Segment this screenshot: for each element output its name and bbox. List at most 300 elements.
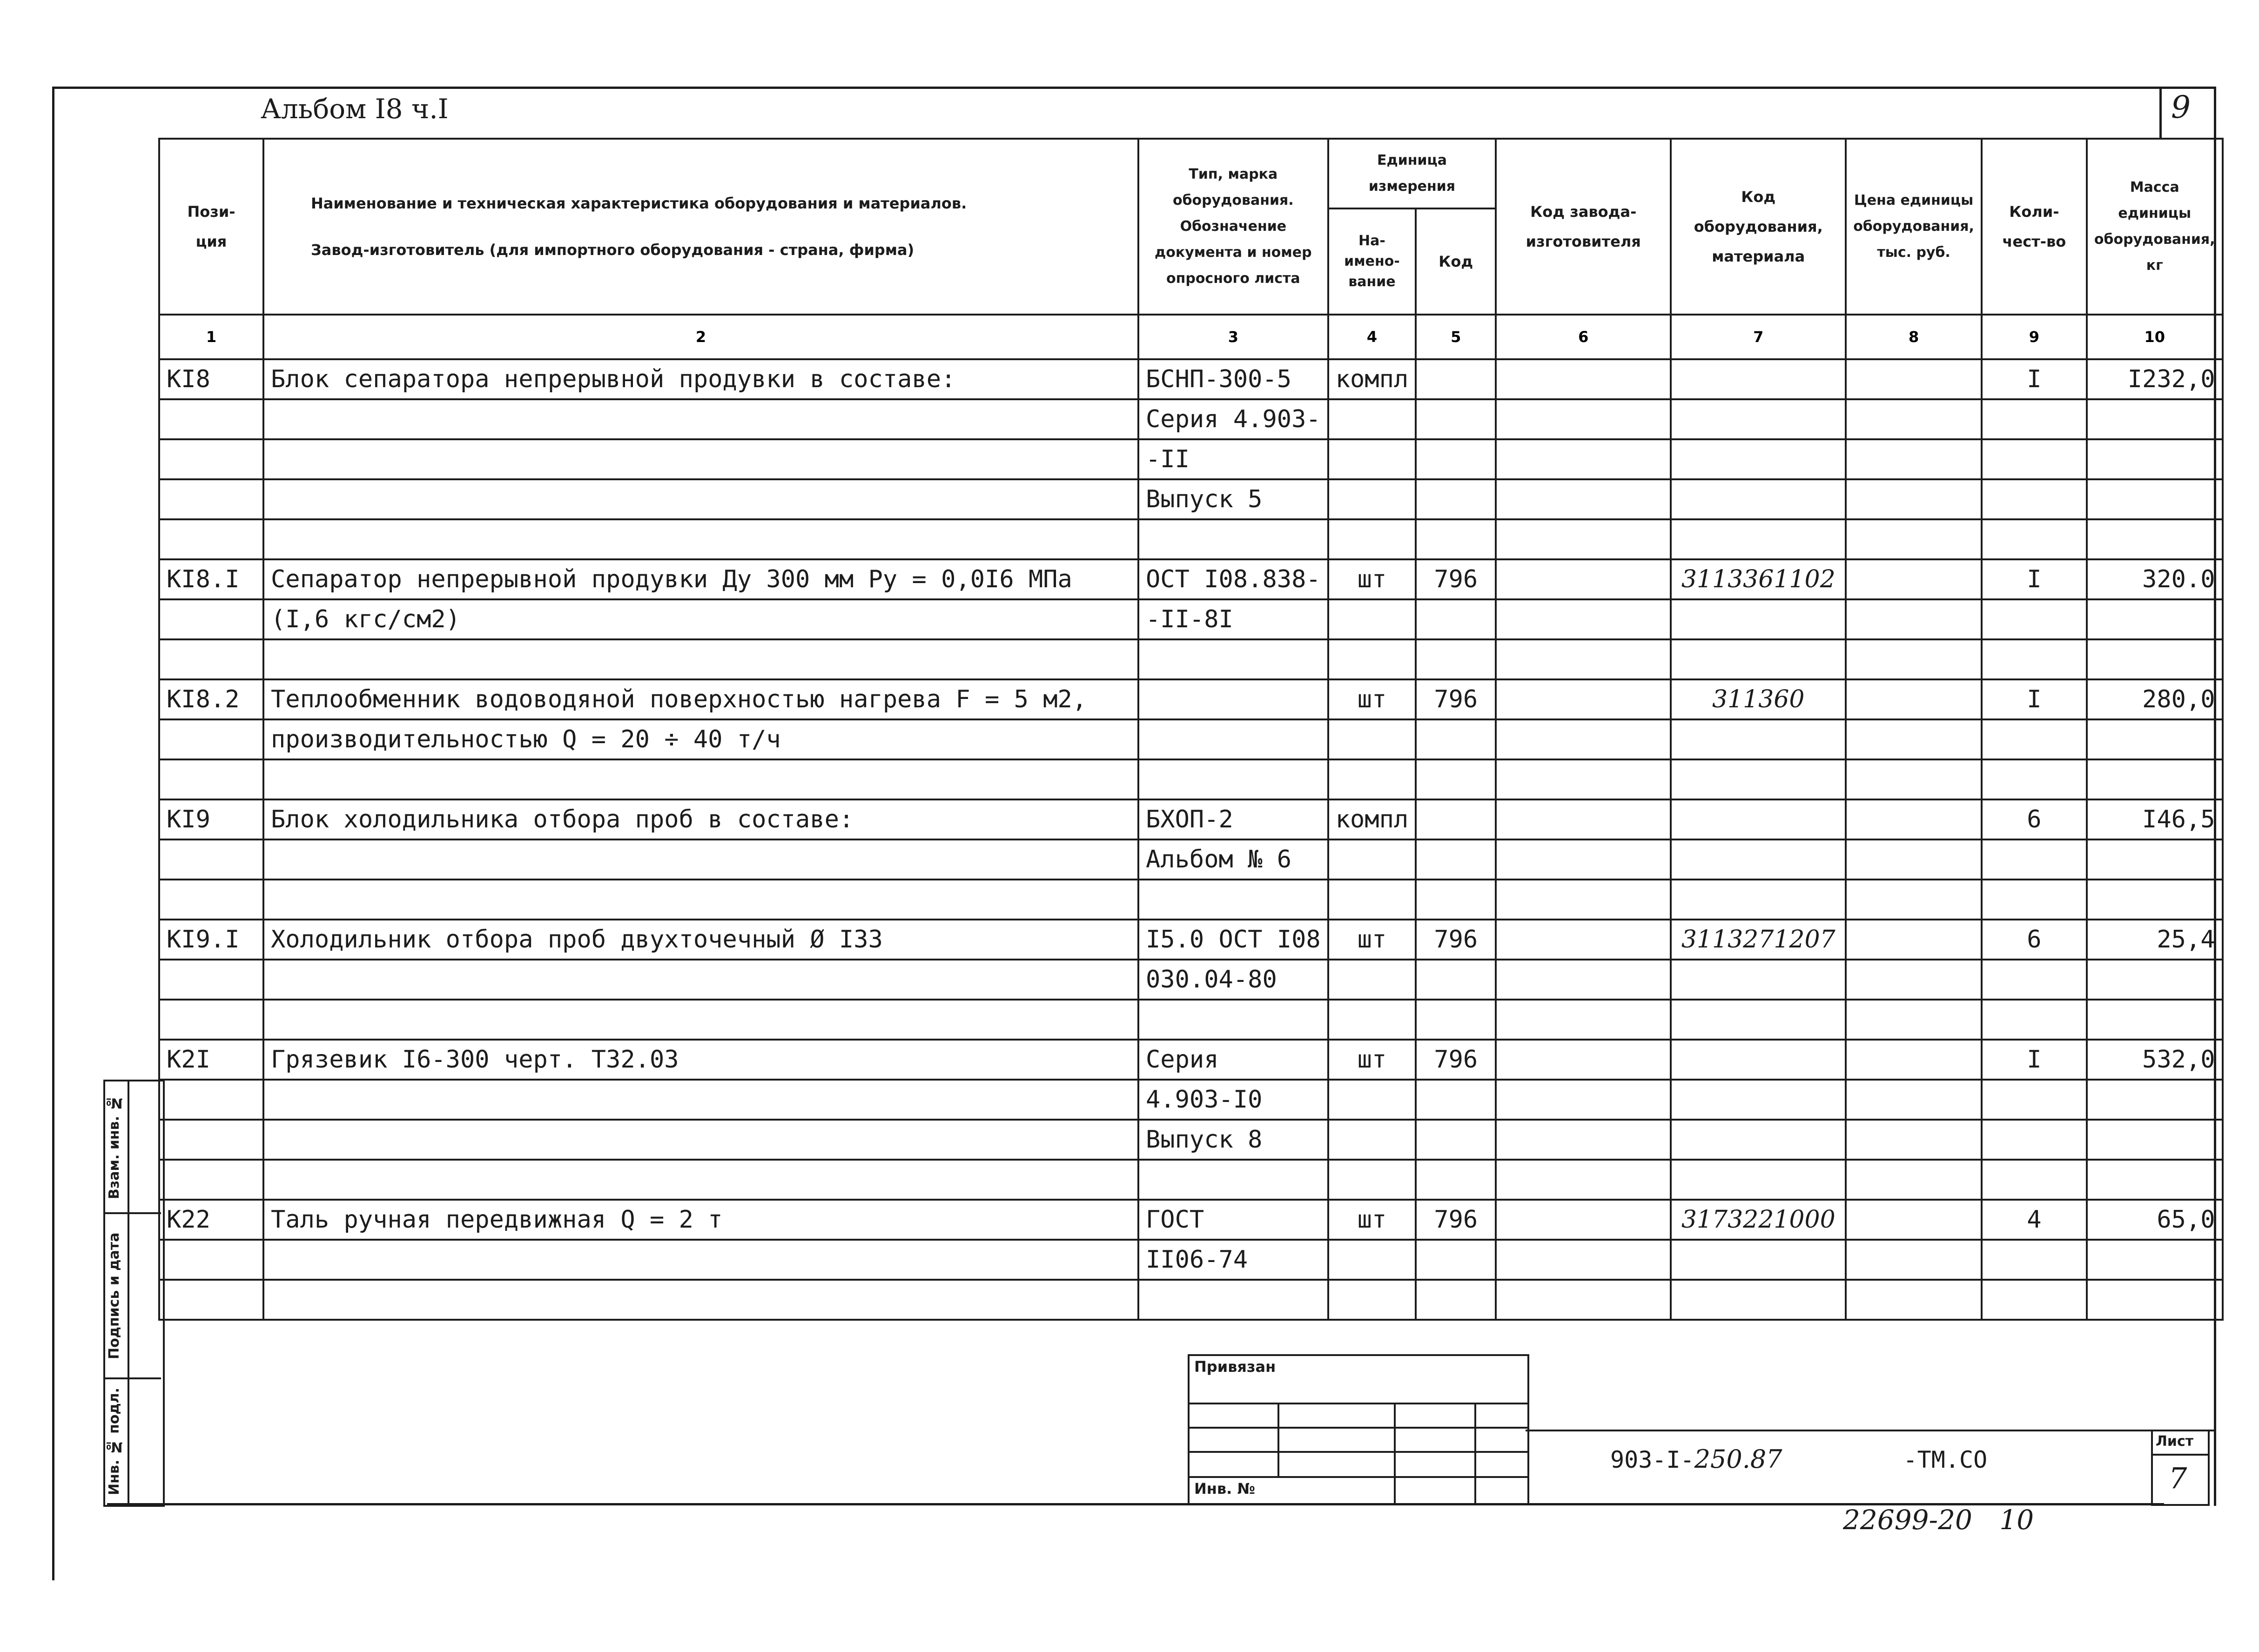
unit-code-cell [1416, 519, 1496, 559]
stamp-grid-line [1474, 1403, 1476, 1503]
mass-cell [2087, 1160, 2223, 1200]
mfr-code-cell [1496, 839, 1671, 880]
mass-cell [2087, 479, 2223, 519]
unit-cell [1328, 519, 1416, 559]
equipment-code-cell: 3113271207 [1671, 920, 1846, 960]
desc-cell [263, 839, 1138, 880]
unit-cell [1328, 759, 1416, 799]
equipment-code-cell [1671, 599, 1846, 639]
equipment-code-cell [1671, 399, 1846, 439]
quantity-cell: I [1982, 559, 2087, 599]
mfr-code-cell [1496, 439, 1671, 479]
pos-cell [159, 1280, 263, 1320]
price-cell [1846, 1040, 1982, 1080]
pos-cell [159, 639, 263, 679]
unit-code-cell: 796 [1416, 1040, 1496, 1080]
pos-cell: KI8.2 [159, 679, 263, 719]
unit-code-cell [1416, 1280, 1496, 1320]
price-cell [1846, 960, 1982, 1000]
mass-cell [2087, 839, 2223, 880]
type-cell: II06-74 [1138, 1240, 1328, 1280]
price-cell [1846, 359, 1982, 399]
mfr-code-cell [1496, 960, 1671, 1000]
desc-cell [263, 1000, 1138, 1040]
unit-code-cell: 796 [1416, 559, 1496, 599]
mfr-code-cell [1496, 1200, 1671, 1240]
unit-cell: компл [1328, 799, 1416, 839]
price-cell [1846, 1200, 1982, 1240]
price-cell [1846, 479, 1982, 519]
equipment-code-cell [1671, 639, 1846, 679]
mass-cell: 320.0 [2087, 559, 2223, 599]
header-divider-line [2159, 87, 2162, 138]
table-row [159, 679, 2223, 719]
quantity-cell [1982, 519, 2087, 559]
mfr-code-cell [1496, 1000, 1671, 1040]
table-row [159, 599, 2223, 639]
price-cell [1846, 719, 1982, 759]
quantity-cell: 6 [1982, 799, 2087, 839]
col-header-mfr-code: Код завода-изготовителя [1496, 139, 1671, 315]
stamp-grid-line [1188, 1476, 1527, 1478]
quantity-cell [1982, 399, 2087, 439]
mass-cell: 25,4 [2087, 920, 2223, 960]
unit-cell: шт [1328, 1200, 1416, 1240]
type-cell [1138, 759, 1328, 799]
quantity-cell [1982, 1080, 2087, 1120]
unit-code-cell [1416, 639, 1496, 679]
quantity-cell [1982, 880, 2087, 920]
unit-cell [1328, 1160, 1416, 1200]
mass-cell [2087, 1000, 2223, 1040]
mfr-code-cell [1496, 1160, 1671, 1200]
pos-cell: K2I [159, 1040, 263, 1080]
type-cell: Альбом № 6 [1138, 839, 1328, 880]
quantity-cell [1982, 719, 2087, 759]
equipment-code-cell [1671, 799, 1846, 839]
col-header-equipment-code: Код оборудования, материала [1671, 139, 1846, 315]
quantity-cell [1982, 1120, 2087, 1160]
unit-code-cell [1416, 399, 1496, 439]
unit-cell [1328, 439, 1416, 479]
mfr-code-cell [1496, 1080, 1671, 1120]
pos-cell [159, 519, 263, 559]
table-row [159, 399, 2223, 439]
unit-cell [1328, 639, 1416, 679]
col-header-unit-code: Код [1416, 208, 1496, 315]
unit-cell [1328, 1000, 1416, 1040]
table-row [159, 1280, 2223, 1320]
type-cell: Серия 4.903- [1138, 399, 1328, 439]
price-cell [1846, 1080, 1982, 1120]
mfr-code-cell [1496, 1040, 1671, 1080]
mfr-code-cell [1496, 920, 1671, 960]
equipment-code-cell: 311360 [1671, 679, 1846, 719]
price-cell [1846, 1120, 1982, 1160]
equipment-code-cell [1671, 839, 1846, 880]
unit-code-cell [1416, 359, 1496, 399]
stamp-grid-line [1394, 1403, 1396, 1503]
mass-cell [2087, 759, 2223, 799]
type-cell: 030.04-80 [1138, 960, 1328, 1000]
equipment-code-cell: 3173221000 [1671, 1200, 1846, 1240]
mass-cell [2087, 719, 2223, 759]
page-number: 9 [2171, 89, 2191, 125]
unit-code-cell [1416, 599, 1496, 639]
quantity-cell [1982, 1160, 2087, 1200]
table-row [159, 920, 2223, 960]
table-row [159, 359, 2223, 399]
pos-cell [159, 479, 263, 519]
price-cell [1846, 759, 1982, 799]
pos-cell [159, 1080, 263, 1120]
desc-cell [263, 1120, 1138, 1160]
album-label: Альбом I8 ч.I [261, 93, 449, 125]
equipment-code-cell [1671, 1120, 1846, 1160]
unit-code-cell [1416, 439, 1496, 479]
pos-cell [159, 759, 263, 799]
mass-cell: I232,0 [2087, 359, 2223, 399]
specification-table [158, 138, 2224, 1321]
quantity-cell: 6 [1982, 920, 2087, 960]
pos-cell: KI8 [159, 359, 263, 399]
quantity-cell [1982, 839, 2087, 880]
equipment-code-cell: 3113361102 [1671, 559, 1846, 599]
col-header-unit-name: На-имено-вание [1328, 208, 1416, 315]
type-cell [1138, 639, 1328, 679]
type-cell: БСНП-300-5 [1138, 359, 1328, 399]
quantity-cell [1982, 439, 2087, 479]
price-cell [1846, 559, 1982, 599]
pos-cell [159, 960, 263, 1000]
table-row [159, 479, 2223, 519]
price-cell [1846, 920, 1982, 960]
desc-cell [263, 479, 1138, 519]
mfr-code-cell [1496, 1120, 1671, 1160]
unit-code-cell [1416, 1080, 1496, 1120]
mfr-code-cell [1496, 639, 1671, 679]
quantity-cell: I [1982, 359, 2087, 399]
type-cell: I5.0 ОСТ I08 [1138, 920, 1328, 960]
sign-date-label: Подпись и дата [106, 1232, 122, 1360]
stamp-grid-line [1188, 1427, 1527, 1429]
mass-cell [2087, 1080, 2223, 1120]
stamp-grid-line [1188, 1451, 1527, 1453]
pos-cell [159, 719, 263, 759]
desc-cell [263, 399, 1138, 439]
table-row [159, 799, 2223, 839]
unit-code-cell [1416, 839, 1496, 880]
pos-cell [159, 839, 263, 880]
mass-cell [2087, 639, 2223, 679]
replace-inv-label: Взам. инв. № [106, 1095, 122, 1200]
unit-cell: шт [1328, 559, 1416, 599]
unit-code-cell: 796 [1416, 679, 1496, 719]
table-row [159, 1120, 2223, 1160]
mass-cell [2087, 399, 2223, 439]
desc-cell: Таль ручная передвижная Q = 2 т [263, 1200, 1138, 1240]
col-num: 9 [1982, 315, 2087, 359]
mfr-code-cell [1496, 799, 1671, 839]
table-row [159, 1160, 2223, 1200]
pos-cell [159, 599, 263, 639]
mass-cell [2087, 1240, 2223, 1280]
desc-cell [263, 960, 1138, 1000]
type-cell [1138, 1160, 1328, 1200]
unit-code-cell: 796 [1416, 920, 1496, 960]
archive-number-suffix: 10 [1999, 1504, 2034, 1536]
col-header-mass: Масса единицы оборудования, кг [2087, 139, 2223, 315]
col-header-quantity: Коли-чест-во [1982, 139, 2087, 315]
stamp-grid-line [1188, 1403, 1527, 1404]
sheet-box-divider [2151, 1454, 2208, 1456]
table-row [159, 559, 2223, 599]
equipment-code-cell [1671, 479, 1846, 519]
type-cell: ОСТ I08.838- [1138, 559, 1328, 599]
col-header-unit-group: Единица измерения [1328, 139, 1496, 208]
mass-cell: 280,0 [2087, 679, 2223, 719]
desc-cell [263, 880, 1138, 920]
type-cell [1138, 679, 1328, 719]
unit-cell [1328, 1080, 1416, 1120]
quantity-cell [1982, 1280, 2087, 1320]
equipment-code-cell [1671, 1000, 1846, 1040]
equipment-code-cell [1671, 1280, 1846, 1320]
table-row [159, 1040, 2223, 1080]
desc-cell: производительностью Q = 20 ÷ 40 т/ч [263, 719, 1138, 759]
table-row [159, 719, 2223, 759]
type-cell: -II-8I [1138, 599, 1328, 639]
type-cell [1138, 519, 1328, 559]
pos-cell [159, 439, 263, 479]
unit-code-cell [1416, 799, 1496, 839]
type-cell: Выпуск 8 [1138, 1120, 1328, 1160]
mfr-code-cell [1496, 359, 1671, 399]
unit-cell: компл [1328, 359, 1416, 399]
price-cell [1846, 1240, 1982, 1280]
quantity-cell [1982, 639, 2087, 679]
price-cell [1846, 599, 1982, 639]
col-header-position: Пози- ция [159, 139, 263, 315]
table-row [159, 1080, 2223, 1120]
unit-cell [1328, 599, 1416, 639]
mfr-code-cell [1496, 479, 1671, 519]
table-row [159, 960, 2223, 1000]
mass-cell [2087, 1280, 2223, 1320]
unit-cell: шт [1328, 1040, 1416, 1080]
unit-cell [1328, 960, 1416, 1000]
mfr-code-cell [1496, 599, 1671, 639]
document-code [1610, 1444, 1987, 1474]
unit-code-cell [1416, 719, 1496, 759]
equipment-code-cell [1671, 719, 1846, 759]
mfr-code-cell [1496, 1240, 1671, 1280]
side-stamp-divider [103, 1377, 161, 1379]
equipment-code-cell [1671, 1080, 1846, 1120]
pos-cell: K22 [159, 1200, 263, 1240]
desc-cell [263, 759, 1138, 799]
mfr-code-cell [1496, 759, 1671, 799]
col-num: 4 [1328, 315, 1416, 359]
mass-cell: 532,0 [2087, 1040, 2223, 1080]
col-num: 6 [1496, 315, 1671, 359]
price-cell [1846, 799, 1982, 839]
col-num: 8 [1846, 315, 1982, 359]
unit-code-cell [1416, 1000, 1496, 1040]
mfr-code-cell [1496, 719, 1671, 759]
desc-cell [263, 639, 1138, 679]
table-row [159, 839, 2223, 880]
side-stamp-divider [103, 1212, 161, 1214]
type-cell: 4.903-I0 [1138, 1080, 1328, 1120]
table-row [159, 639, 2223, 679]
sheet-label: Лист [2156, 1433, 2194, 1450]
price-cell [1846, 399, 1982, 439]
quantity-cell [1982, 759, 2087, 799]
mass-cell: I46,5 [2087, 799, 2223, 839]
desc-cell: Блок сепаратора непрерывной продувки в составе: [263, 359, 1138, 399]
quantity-cell [1982, 599, 2087, 639]
price-cell [1846, 880, 1982, 920]
unit-cell: шт [1328, 679, 1416, 719]
unit-code-cell: 796 [1416, 1200, 1496, 1240]
type-cell: ГОСТ [1138, 1200, 1328, 1240]
unit-code-cell [1416, 1240, 1496, 1280]
table-row [159, 1000, 2223, 1040]
desc-cell: Холодильник отбора проб двухточечный Ø I33 [263, 920, 1138, 960]
type-cell [1138, 880, 1328, 920]
price-cell [1846, 519, 1982, 559]
desc-cell: (I,6 кгс/см2) [263, 599, 1138, 639]
mfr-code-cell [1496, 1280, 1671, 1320]
pos-cell [159, 1000, 263, 1040]
unit-cell: шт [1328, 920, 1416, 960]
unit-cell [1328, 399, 1416, 439]
mass-cell [2087, 519, 2223, 559]
mfr-code-cell [1496, 679, 1671, 719]
inv-label: Инв. № [1194, 1480, 1255, 1498]
doc-code-hand: 250.87 [1694, 1444, 1782, 1474]
table-row [159, 880, 2223, 920]
quantity-cell: 4 [1982, 1200, 2087, 1240]
price-cell [1846, 1000, 1982, 1040]
col-num: 5 [1416, 315, 1496, 359]
pos-cell [159, 399, 263, 439]
price-cell [1846, 639, 1982, 679]
equipment-code-cell [1671, 1040, 1846, 1080]
desc-cell: Грязевик I6-300 черт. Т32.03 [263, 1040, 1138, 1080]
pos-cell [159, 1160, 263, 1200]
col-num: 7 [1671, 315, 1846, 359]
unit-cell [1328, 1280, 1416, 1320]
col-num: 1 [159, 315, 263, 359]
frame-top-line [52, 87, 2216, 89]
desc-cell: Блок холодильника отбора проб в составе: [263, 799, 1138, 839]
mfr-code-cell [1496, 519, 1671, 559]
unit-cell [1328, 1120, 1416, 1160]
table-row [159, 519, 2223, 559]
quantity-cell [1982, 1000, 2087, 1040]
pos-cell [159, 1240, 263, 1280]
type-cell: Выпуск 5 [1138, 479, 1328, 519]
mass-cell [2087, 880, 2223, 920]
unit-code-cell [1416, 1120, 1496, 1160]
unit-cell [1328, 880, 1416, 920]
quantity-cell [1982, 960, 2087, 1000]
quantity-cell [1982, 479, 2087, 519]
desc-cell [263, 439, 1138, 479]
unit-cell [1328, 1240, 1416, 1280]
quantity-cell: I [1982, 1040, 2087, 1080]
desc-cell [263, 1280, 1138, 1320]
type-cell: Серия [1138, 1040, 1328, 1080]
mass-cell [2087, 599, 2223, 639]
col-num: 2 [263, 315, 1138, 359]
price-cell [1846, 839, 1982, 880]
equipment-code-cell [1671, 359, 1846, 399]
unit-code-cell [1416, 880, 1496, 920]
mass-cell [2087, 1120, 2223, 1160]
unit-cell [1328, 479, 1416, 519]
desc-cell: Теплообменник водоводяной поверхностью нагрева F = 5 м2, [263, 679, 1138, 719]
doc-code-suffix: -ТМ.СО [1903, 1446, 1988, 1473]
desc-cell [263, 1160, 1138, 1200]
equipment-code-cell [1671, 960, 1846, 1000]
mass-cell [2087, 960, 2223, 1000]
unit-code-cell [1416, 759, 1496, 799]
price-cell [1846, 1280, 1982, 1320]
desc-cell [263, 1240, 1138, 1280]
mfr-code-cell [1496, 399, 1671, 439]
unit-cell [1328, 719, 1416, 759]
equipment-code-cell [1671, 1160, 1846, 1200]
price-cell [1846, 439, 1982, 479]
frame-left-line [52, 87, 54, 1580]
equipment-code-cell [1671, 759, 1846, 799]
title-block-top-line [1526, 1430, 2216, 1431]
col-num: 3 [1138, 315, 1328, 359]
mass-cell: 65,0 [2087, 1200, 2223, 1240]
desc-cell [263, 519, 1138, 559]
equipment-code-cell [1671, 519, 1846, 559]
type-cell [1138, 1280, 1328, 1320]
col-num: 10 [2087, 315, 2223, 359]
pos-cell [159, 1120, 263, 1160]
stamp-grid-line [1277, 1403, 1279, 1476]
desc-cell [263, 1080, 1138, 1120]
table-row [159, 1200, 2223, 1240]
pos-cell: KI9 [159, 799, 263, 839]
unit-code-cell [1416, 960, 1496, 1000]
price-cell [1846, 1160, 1982, 1200]
unit-code-cell [1416, 479, 1496, 519]
type-cell [1138, 719, 1328, 759]
inv-no-label: Инв. № подл. [106, 1387, 122, 1496]
mfr-code-cell [1496, 880, 1671, 920]
pos-cell [159, 880, 263, 920]
mass-cell [2087, 439, 2223, 479]
pos-cell: KI8.I [159, 559, 263, 599]
side-stamp-divider [128, 1080, 129, 1503]
equipment-code-cell [1671, 1240, 1846, 1280]
type-cell: БХОП-2 [1138, 799, 1328, 839]
archive-number-main: 22699-20 [1843, 1504, 1972, 1536]
quantity-cell [1982, 1240, 2087, 1280]
unit-cell [1328, 839, 1416, 880]
equipment-code-cell [1671, 880, 1846, 920]
pos-cell: KI9.I [159, 920, 263, 960]
table-row [159, 439, 2223, 479]
